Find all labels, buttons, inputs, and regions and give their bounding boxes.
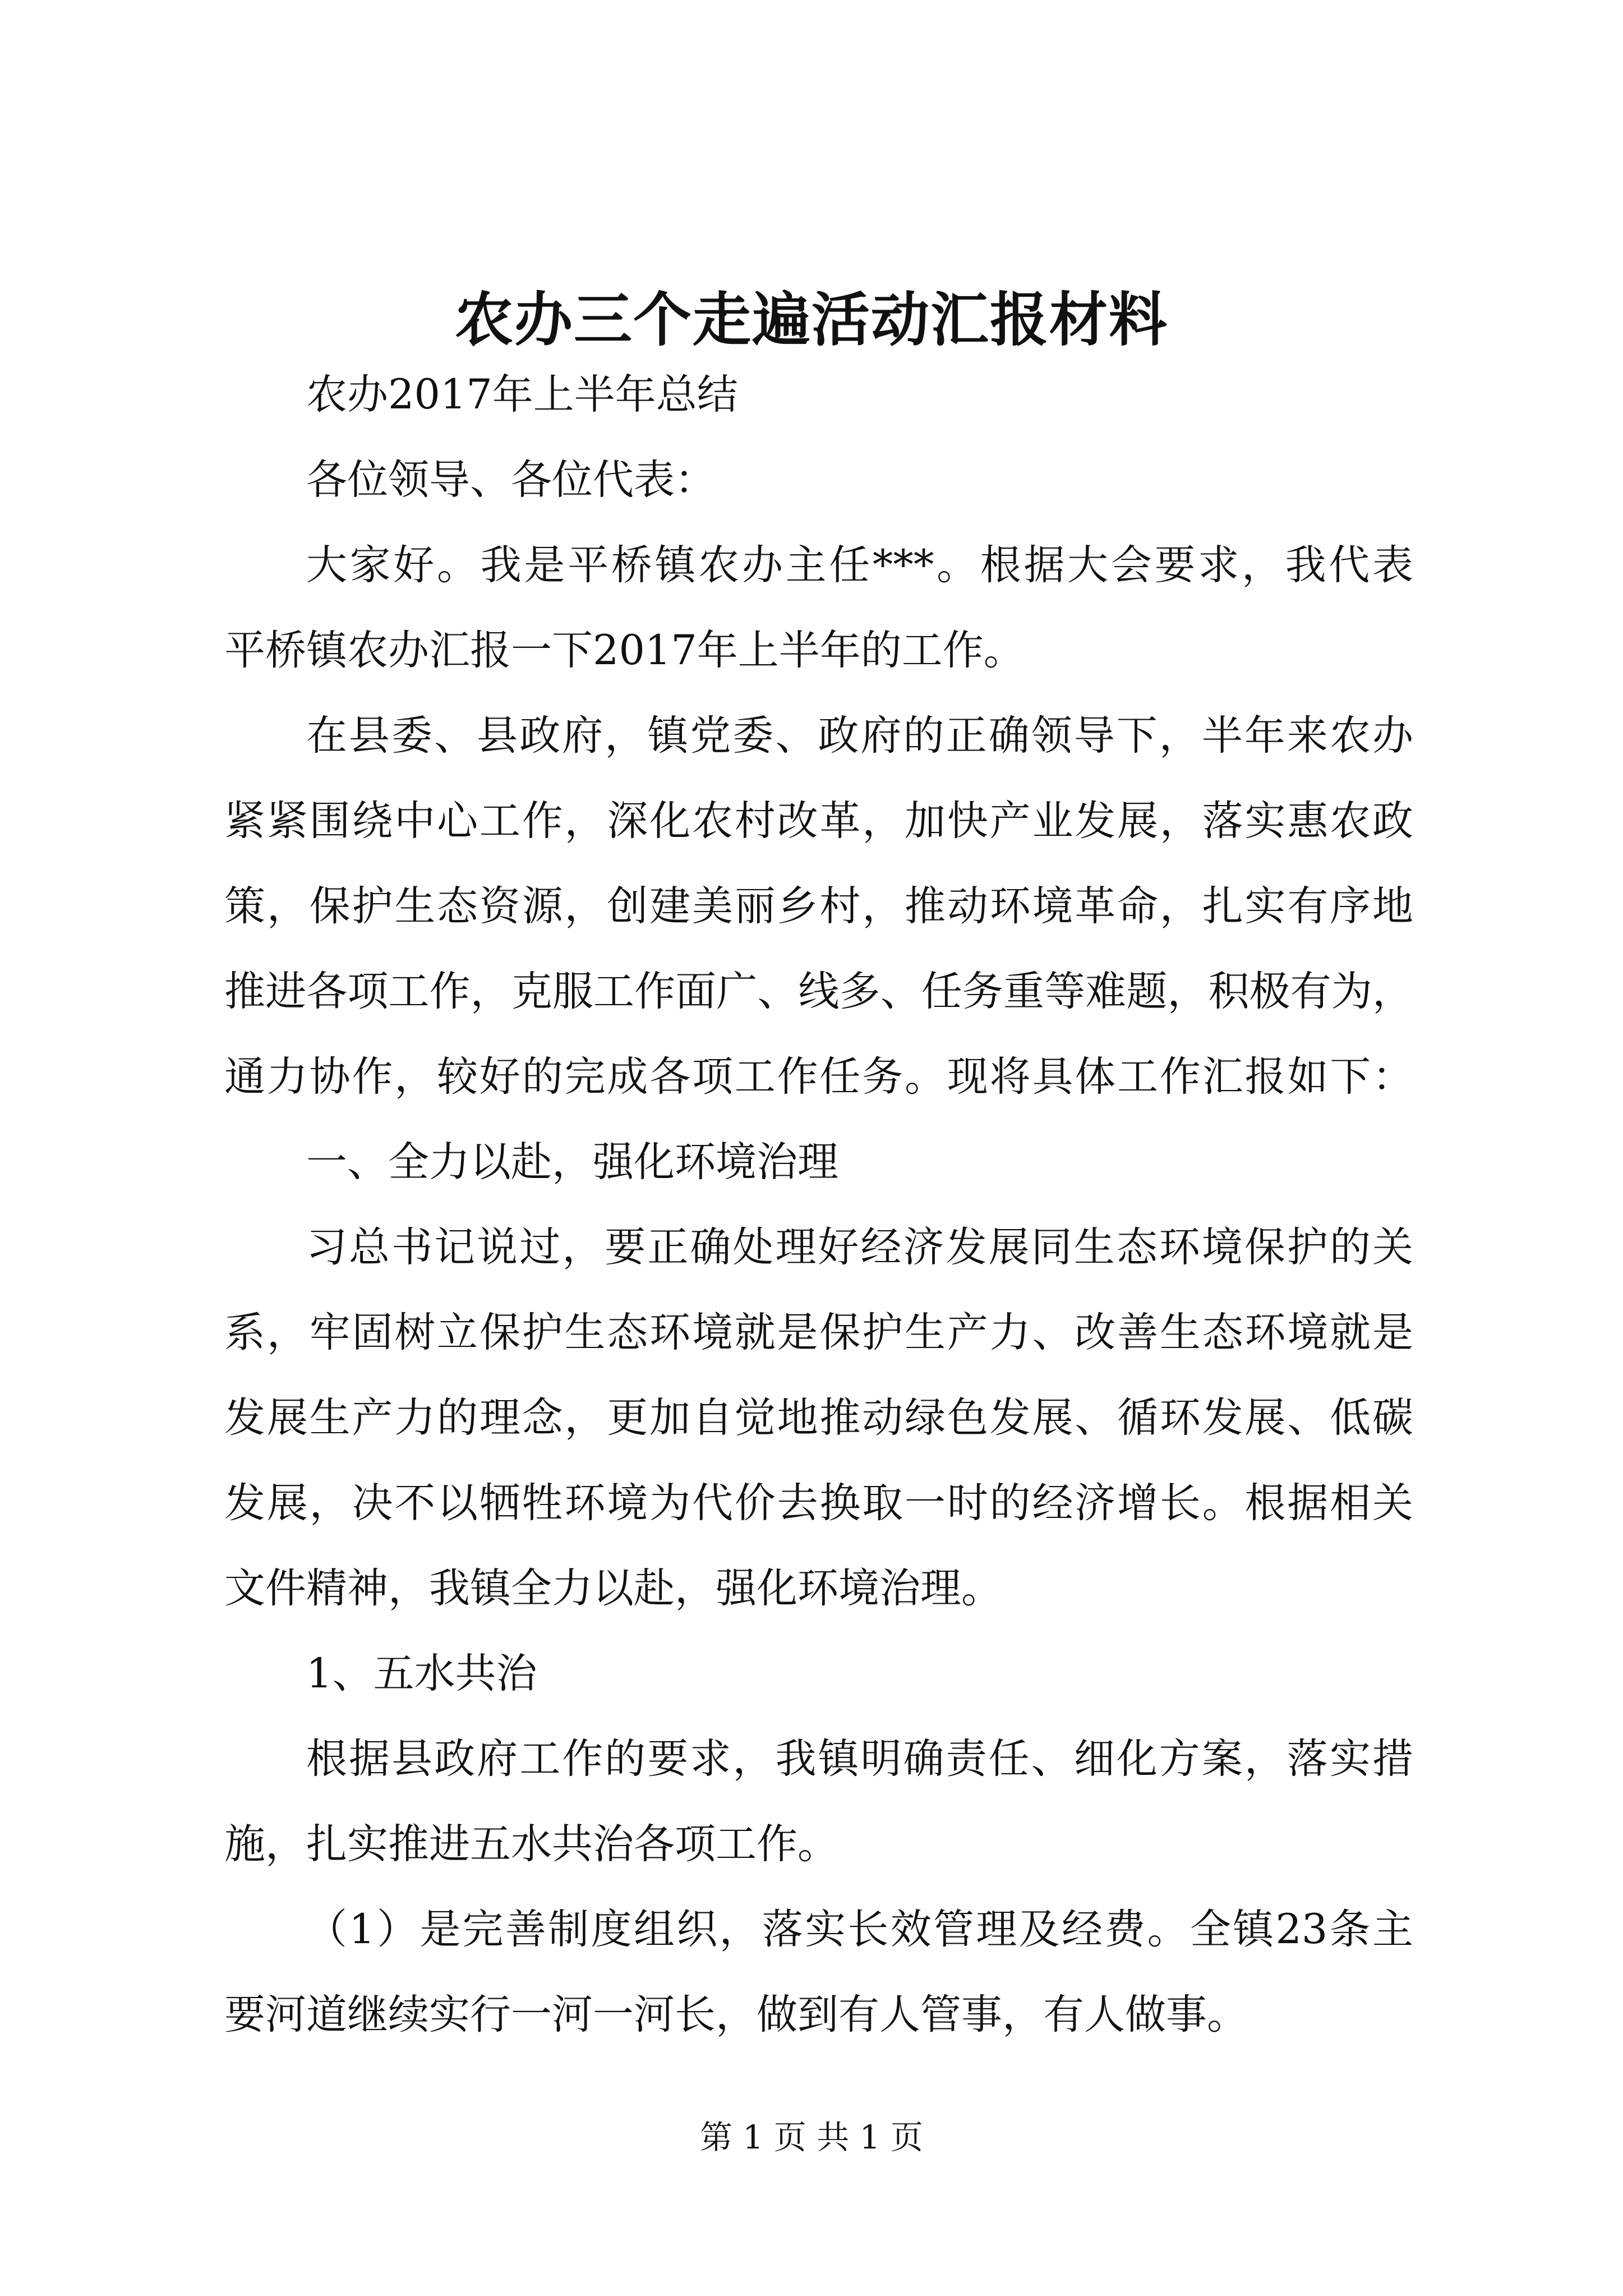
subtitle-line: 农办2017年上半年总结	[306, 371, 738, 418]
paragraph-line: 在县委、县政府，镇党委、政府的正确领导下，半年来农办	[306, 712, 1413, 760]
paragraph-line: 要河道继续实行一河一河长，做到有人管事，有人做事。	[224, 1991, 1248, 2039]
document-title: 农办三个走遍活动汇报材料	[454, 285, 1168, 354]
paragraph-line: 平桥镇农办汇报一下2017年上半年的工作。	[224, 627, 1025, 674]
paragraph-line: 系，牢固树立保护生态环境就是保护生产力、改善生态环境就是	[224, 1309, 1413, 1356]
subsection-heading: 1、五水共治	[306, 1650, 537, 1697]
paragraph-line: 通力协作，较好的完成各项工作任务。现将具体工作汇报如下：	[224, 1053, 1413, 1101]
paragraph-line: 根据县政府工作的要求，我镇明确责任、细化方案，落实措	[306, 1735, 1413, 1783]
paragraph-line: 发展生产力的理念，更加自觉地推动绿色发展、循环发展、低碳	[224, 1394, 1413, 1442]
paragraph-line: 大家好。我是平桥镇农办主任***。根据大会要求，我代表	[306, 541, 1413, 589]
section-heading: 一、全力以赴，强化环境治理	[306, 1138, 838, 1186]
paragraph-line: 推进各项工作，克服工作面广、线多、任务重等难题，积极有为，	[224, 968, 1413, 1015]
paragraph-line: 文件精神，我镇全力以赴，强化环境治理。	[224, 1565, 1002, 1612]
page-number-footer: 第 1 页 共 1 页	[700, 2118, 923, 2156]
paragraph-line: （1）是完善制度组织，落实长效管理及经费。全镇23条主	[306, 1906, 1413, 1953]
paragraph-line: 紧紧围绕中心工作，深化农村改革，加快产业发展，落实惠农政	[224, 797, 1413, 845]
paragraph-line: 习总书记说过，要正确处理好经济发展同生态环境保护的关	[306, 1223, 1413, 1271]
paragraph-line: 策，保护生态资源，创建美丽乡村，推动环境革命，扎实有序地	[224, 882, 1413, 930]
paragraph-line: 施，扎实推进五水共治各项工作。	[224, 1820, 838, 1868]
salutation-line: 各位领导、各位代表：	[306, 456, 716, 504]
paragraph-line: 发展，决不以牺牲环境为代价去换取一时的经济增长。根据相关	[224, 1479, 1413, 1527]
document-body	[224, 370, 1413, 2040]
